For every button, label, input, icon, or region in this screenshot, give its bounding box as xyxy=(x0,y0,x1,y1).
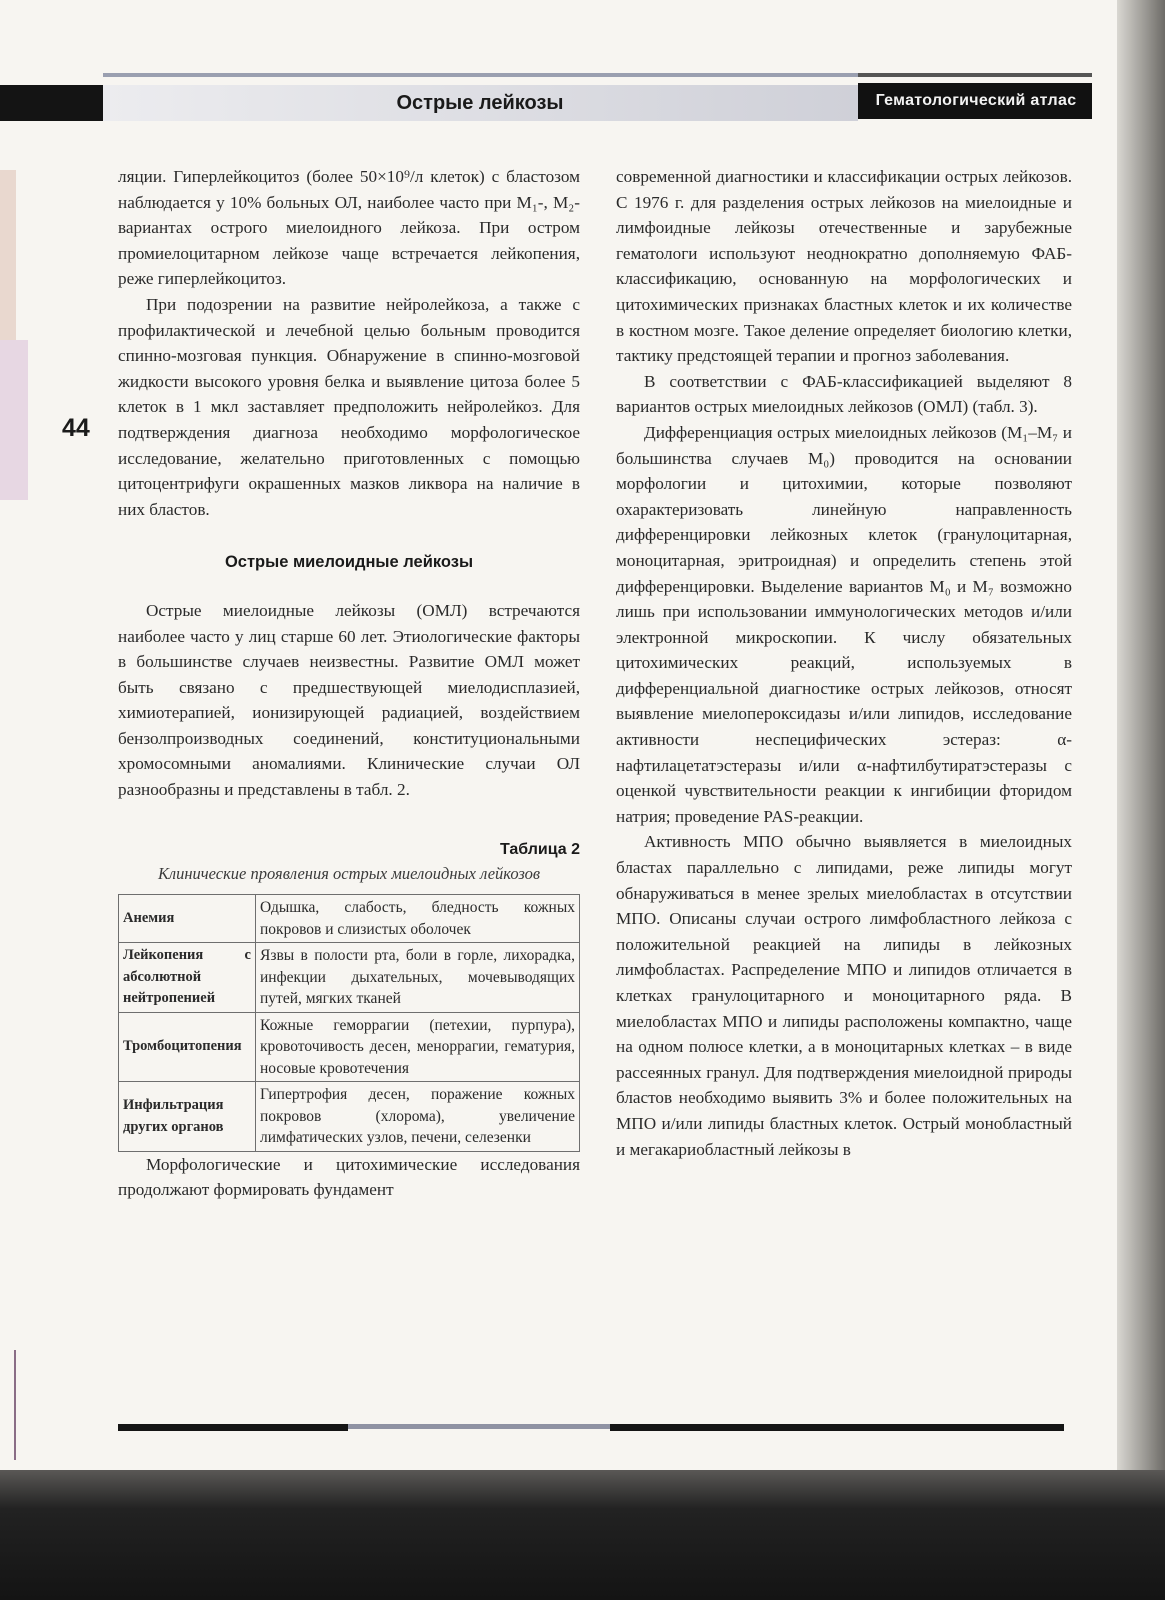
left-column xyxy=(118,164,580,1203)
table-row xyxy=(119,895,580,943)
paragraph: ляции. Гиперлейкоцитоз (более 50×10⁹/л клеток) с бластозом наблюдается у 10% больных ОЛ, наиболее часто при M₁-, M₂-вариантах острого миелоидного лейкоза. При остром промиелоцитарном лейкозе чаще встречается лейкопения, реже гиперлейкоцитоз. xyxy=(118,167,580,289)
footer-rule-right xyxy=(610,1424,1064,1431)
running-title: Острые лейкозы xyxy=(396,92,564,114)
header-block-left xyxy=(0,85,103,121)
header-rule-right xyxy=(858,73,1092,77)
paragraph: В соответствии с ФАБ-классификацией выделяют 8 вариантов острых миелоидных лейкозов (ОМЛ) (табл. 3). xyxy=(616,371,1072,417)
table-cell-name: Инфильтрация других органов xyxy=(119,1082,256,1152)
footer-rule xyxy=(118,1424,348,1431)
section-heading: Острые миелоидные лейкозы xyxy=(224,553,474,572)
table-row xyxy=(119,1012,580,1082)
table-cell-name: Анемия xyxy=(119,895,256,943)
table-row xyxy=(119,1082,580,1152)
paragraph: Активность МПО обычно выявляется в миелоидных бластах параллельно с липидами, реже липиды могут обнаруживаться в менее зрелых миелобластах в отсутствии МПО. Описаны случаи острого лимфобластного лейкоза с положительной реакцией на липиды в лейкозных лимфобластах. Распределение МПО и липидов отличается в клетках гранулоцитарного и моноцитарного ряда. В миелобластах МПО и липиды расположены компактно, чаще на одном полюсе клетки, а в моноцитарных клетках – в виде рассеянных гранул. Для подтверждения миелоидной природы бластов необходимо выявить 3% и более положительных на МПО и/или липиды бластных клеток. Острый монобластный и мегакариобластный лейкозы в xyxy=(616,832,1072,1159)
paragraph: При подозрении на развитие нейролейкоза, а также с профилактической и лечебной целью больным проводится спинно-мозговая пункция. Обнаружение в спинно-мозговой жидкости высокого уровня белка и выявление цитоза более 5 клеток в 1 мкл заставляет предположить нейролейкоз. Для подтверждения диагноза необходимо морфологическое исследование, желательно приготовленных с помощью цитоцентрифуги окрашенных мазков ликвора на наличие в них бластов. xyxy=(118,294,580,519)
edge-tab-marker xyxy=(0,170,16,340)
table-cell-name: Лейкопения с абсолютной нейтропенией xyxy=(119,943,256,1013)
footer-rule-mid xyxy=(348,1424,610,1429)
table-cell-desc: Одышка, слабость, бледность кожных покровов и слизистых оболочек xyxy=(256,895,580,943)
table-cell-desc: Гипертрофия десен, поражение кожных покровов (хлорома), увеличение лимфатических узлов, печени, селезенки xyxy=(256,1082,580,1152)
scan-background xyxy=(0,1470,1165,1600)
paragraph: современной диагностики и классификации острых лейкозов. С 1976 г. для разделения острых лейкозов на миелоидные и лимфоидные лейкозы отечественные и зарубежные гематологи используют неоднократно дополняемую ФАБ-классификацию, основанную на морфологических и цитохимических признаках бластных клеток и их количестве в костном мозге. Такое деление определяет биологию клетки, тактику предстоящей терапии и прогноз заболевания. xyxy=(616,167,1072,366)
paragraph: Острые миелоидные лейкозы (ОМЛ) встречаются наиболее часто у лиц старше 60 лет. Этиологические факторы в большинстве случаев неизвестны. Развитие ОМЛ может быть связано с предшествующей миелодисплазией, химиотерапией, ионизирующей радиацией, воздействием бензолпроизводных соединений, конституциональными хромосомными аномалиями. Клинические случаи ОЛ разнообразны и представлены в табл. 2. xyxy=(118,600,580,800)
table-caption: Клинические проявления острых миелоидных лейкозов xyxy=(157,864,541,884)
paragraph: Дифференциация острых миелоидных лейкозов (M₁–M₇ и большинства случаев M₀) проводится на основании морфологии и цитохимии, которые позволяют охарактеризовать линейную направленность дифференцировки лейкозных клеток (гранулоцитарная, моноцитарная, эритроидная) и определить степень этой дифференцировки. Выделение вариантов M₀ и M₇ возможно лишь при использовании иммунологических методов и/или электронной микроскопии. К числу обязательных цитохимических реакций, используемых в дифференциальной диагностике острых лейкозов, относят выявление миелопероксидазы и/или липидов, исследование активности неспецифических эстераз: α-нафтилацетатэстеразы и/или α-нафтилбутиратэстеразы с оценкой чувствительности реакции к ингибиции фторидом натрия; проведение PAS-реакции. xyxy=(616,422,1072,826)
header-rule xyxy=(103,73,858,77)
page-edge-shadow xyxy=(1117,0,1165,1600)
table-row xyxy=(119,943,580,1013)
edge-tab-marker-lower xyxy=(0,340,28,500)
margin-line xyxy=(14,1350,16,1460)
page-number: 44 xyxy=(62,414,90,442)
book-title: Гематологический атлас xyxy=(875,92,1077,109)
table-cell-name: Тромбоцитопения xyxy=(119,1012,256,1082)
clinical-table xyxy=(118,894,580,1152)
table-cell-desc: Кожные геморрагии (петехии, пурпура), кровоточивость десен, меноррагии, гематурия, носовые кровотечения xyxy=(256,1012,580,1082)
right-column xyxy=(616,164,1072,1162)
paragraph: Морфологические и цитохимические исследования продолжают формировать фундамент xyxy=(118,1154,580,1200)
table-cell-desc: Язвы в полости рта, боли в горле, лихорадка, инфекции дыхательных, мочевыводящих путей, мягких тканей xyxy=(256,943,580,1013)
table-number: Таблица 2 xyxy=(499,840,580,858)
